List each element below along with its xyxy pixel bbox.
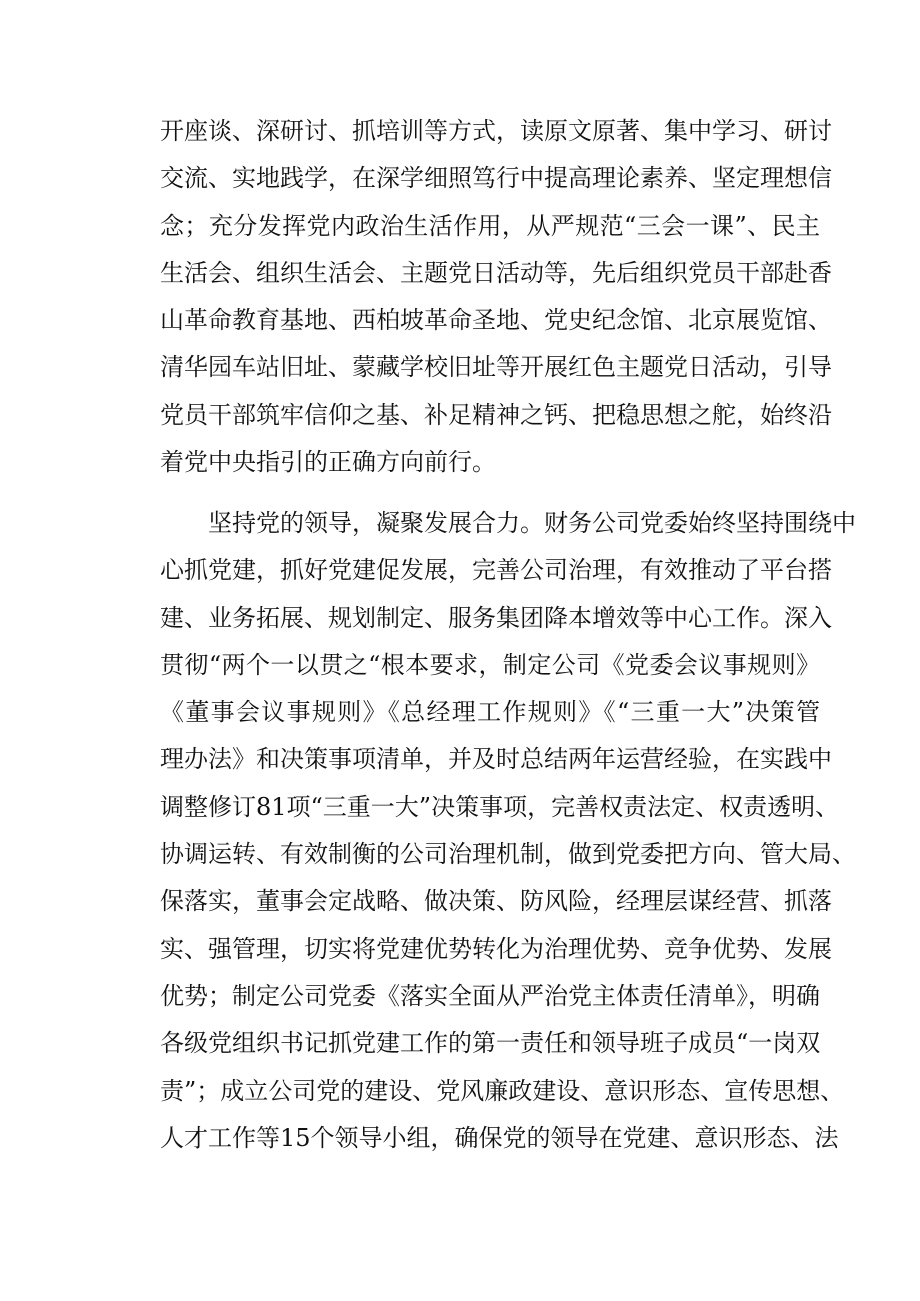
paragraph-line: 清华园车站旧址、蒙藏学校旧址等开展红色主题党日活动，引导 [160,353,832,382]
paragraph-line: 山革命教育基地、西柏坡革命圣地、党史纪念馆、北京展览馆、 [160,306,832,335]
paragraph-line: 调整修订81项“三重一大”决策事项，完善权责法定、权责透明、 [160,792,840,821]
paragraph-line: 实、强管理，切实将党建优势转化为治理优势、竞争优势、发展 [160,934,832,963]
paragraph-line: 优势；制定公司党委《落实全面从严治党主体责任清单》，明确 [160,981,820,1010]
paragraph-line: 责”；成立公司党的建设、党风廉政建设、意识形态、宣传思想、 [160,1076,845,1105]
paragraph-line: 坚持党的领导，凝聚发展合力。财务公司党委始终坚持围绕中 [208,509,856,537]
paragraph-line: 党员干部筑牢信仰之基、补足精神之钙、把稳思想之舵，始终沿 [160,400,832,429]
paragraph-line: 念；充分发挥党内政治生活作用，从严规范“三会一课”、民主 [160,211,820,240]
paragraph-line: 建、业务拓展、规划制定、服务集团降本增效等中心工作。深入 [160,603,832,632]
paragraph-line: 心抓党建，抓好党建促发展，完善公司治理，有效推动了平台搭 [160,556,832,585]
paragraph-line: 生活会、组织生活会、主题党日活动等，先后组织党员干部赴香 [160,258,832,287]
paragraph-line: 贯彻“两个一以贯之“根本要求，制定公司《党委会议事规则》 [160,650,820,679]
paragraph-line: 着党中央指引的正确方向前行。 [160,448,496,477]
paragraph-line: 理办法》和决策事项清单，并及时总结两年运营经验，在实践中 [160,745,832,774]
paragraph-1 [160,108,832,486]
paragraph-2 [160,500,856,1162]
paragraph-line: 交流、实地践学，在深学细照笃行中提高理论素养、坚定理想信 [160,164,832,193]
paragraph-line: 开座谈、深研讨、抓培训等方式，读原文原著、集中学习、研讨 [160,117,832,145]
paragraph-line: 人才工作等15个领导小组，确保党的领导在党建、意识形态、法 [160,1123,839,1152]
paragraph-line: 《董事会议事规则》《总经理工作规则》《“三重一大”决策管 [160,698,820,727]
paragraph-line: 各级党组织书记抓党建工作的第一责任和领导班子成员“一岗双 [160,1029,821,1058]
paragraph-line: 协调运转、有效制衡的公司治理机制，做到党委把方向、管大局、 [160,840,856,869]
paragraph-line: 保落实，董事会定战略、做决策、防风险，经理层谋经营、抓落 [160,887,832,916]
